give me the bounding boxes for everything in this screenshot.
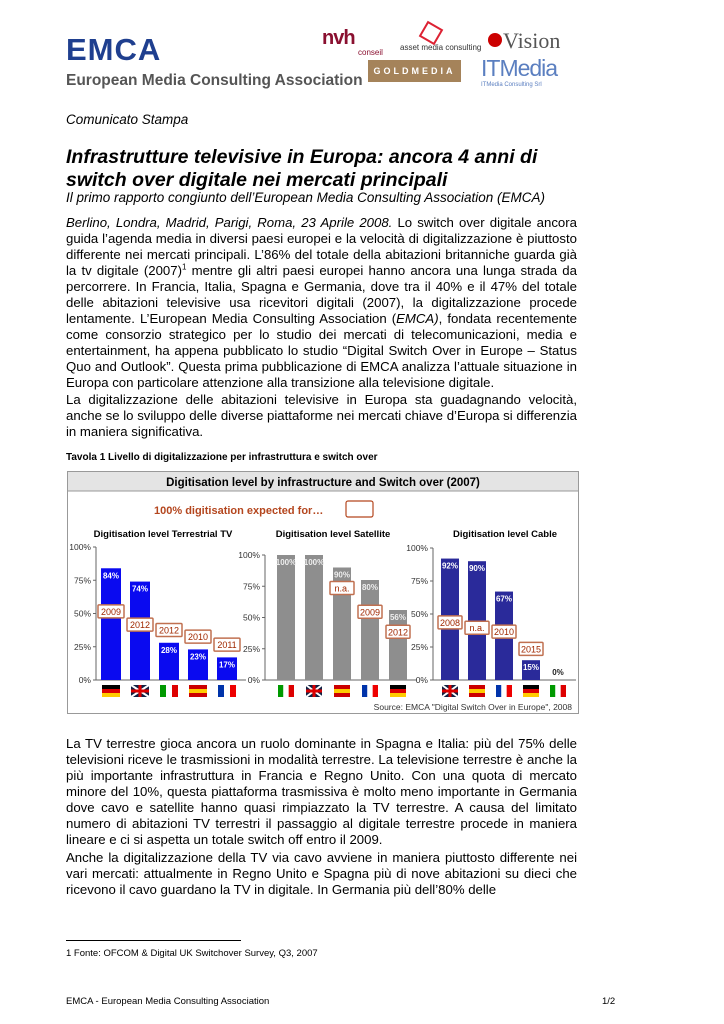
flag-germany [523,693,539,697]
bar-value-label: 56% [389,613,407,622]
flag-spain [334,689,350,693]
switch-over-year: n.a. [334,583,350,594]
y-tick-label: 25% [410,642,428,652]
switch-over-year: 2009 [359,607,381,618]
panel-title: Digitisation level Terrestrial TV [93,529,233,540]
bar-france [361,580,379,680]
bar-value-label: 15% [522,663,540,673]
flag-uk-cross [306,690,322,693]
flag-uk-cross [442,690,458,693]
switch-over-year: 2010 [187,632,209,643]
flag-france [230,685,236,697]
bar-value-label: 67% [495,594,513,604]
emca-logo-subtitle: European Media Consulting Association [66,72,363,89]
flag-spain [469,685,485,689]
y-tick-label: 50% [410,609,428,619]
y-tick-label: 50% [73,608,91,619]
p1-text-c: , fondata recentemente come consorzio strategico per lo studio dei mercati di telecomunicazioni, media e entertainment, ha appena pubblicato lo studio “Digital Switch Over in Europe – Status Quo and Outlook”. Questa prima pubblicazione di EMCA analizza l’attuale situazione in Europa con particolare attenzione alla transizione alla televisione digitale. [66,311,577,390]
footnote-ref: 1 [181,262,187,272]
bar-value-label: 84% [102,571,120,581]
y-tick-label: 50% [242,612,260,623]
p1-text-a: Lo switch over digitale ancora guida l’agenda media in diversi paesi europei e la velocità di digitalizzazione è piuttosto differente nei mercati principali. L’86% del totale della abitazioni britanniche guarda già la tv digitale (2007) [66,215,577,278]
flag-spain [334,693,350,697]
y-tick-label: 25% [73,641,91,652]
footnote: 1 Fonte: OFCOM & Digital UK Switchover Survey, Q3, 2007 [66,948,318,959]
nvh-logo-sub: conseil [358,48,383,57]
asset-media-logo: asset media consulting [400,43,482,52]
panel-title: Digitisation level Cable [453,529,557,540]
footer-left: EMCA - European Media Consulting Association [66,996,270,1007]
itmedia-logo: ITMedia [481,55,558,81]
page-subtitle: Il primo rapporto congiunto dell’European Media Consulting Association (EMCA) [66,190,545,205]
flag-france [507,685,512,697]
flag-spain [469,693,485,697]
legend-note: 100% digitisation expected for… [154,505,324,517]
flag-italy [278,685,283,697]
y-tick-label: 25% [242,643,260,654]
flag-germany [102,689,120,693]
flag-france [362,685,367,697]
bar-uk [305,555,323,680]
goldmedia-logo: GOLDMEDIA [368,60,461,82]
flag-france [501,685,506,697]
bar-value-label: 17% [218,660,236,670]
flag-spain [189,685,207,689]
flag-italy [283,685,288,697]
flag-france [373,685,378,697]
flag-italy [172,685,178,697]
bar-value-label: 28% [160,645,178,655]
y-tick-label: 75% [242,581,260,592]
y-tick-label: 100% [238,550,260,560]
y-tick-label: 100% [69,542,91,552]
flag-france [367,685,372,697]
paragraph-3: La TV terrestre gioca ancora un ruolo dominante in Spagna e Italia: più del 75% delle televisioni riceve le trasmissioni in modalità terrestre. La televisione terrestre è anche la più importante infrastruttura in Francia e Regno Unito. Con una quota di mercato minore del 10%, questa piattaforma trasmissiva è molto meno importante in Germania dove cavo e satellite hanno quasi rimpiazzato la TV terrestre. A causa del limitato numero di abitazioni TV terrestri il passaggio al digitale terrestre procede in maniera lineare e ci si aspetta un totale switch off entro il 2009. [66,736,577,847]
y-tick-label: 75% [410,576,428,586]
flag-italy [555,685,560,697]
page-number: 1/2 [602,996,616,1007]
flag-spain [189,689,207,693]
flag-italy [166,685,172,697]
itmedia-logo-sub: ITMedia Consulting Srl [481,82,542,88]
bar-value-label: 100% [303,558,325,567]
flag-germany [390,689,406,693]
flag-germany [102,685,120,689]
switch-over-year: 2012 [129,620,151,631]
flag-germany [390,685,406,689]
switch-over-year: 2015 [520,644,542,655]
flag-spain [334,685,350,689]
flag-italy [160,685,166,697]
bar-value-label: 74% [131,584,149,594]
flag-germany [390,693,406,697]
flag-france [218,685,224,697]
bar-value-label: 92% [441,561,459,571]
flag-france [496,685,501,697]
kicker: Comunicato Stampa [66,112,189,127]
calendar-legend-icon [346,501,373,517]
chart-title: Digitisation level by infrastructure and Switch over (2007) [166,477,480,489]
switch-over-year: 2012 [158,625,180,636]
table-caption: Tavola 1 Livello di digitalizzazione per infrastruttura e switch over [66,452,378,463]
document-body [66,112,577,898]
footnote-divider [66,940,241,941]
emca-logo: EMCA [66,32,162,67]
panel-title: Digitisation level Satellite [275,529,391,540]
switch-over-year: n.a. [469,623,485,634]
switch-over-year: 2010 [493,627,515,638]
switch-over-year: 2012 [387,627,409,638]
flag-italy [561,685,566,697]
switch-over-year: 2009 [100,606,122,617]
page-title: Infrastrutture televisive in Europa: ancora 4 anni di switch over digitale nei mercati principali [66,146,538,191]
switch-over-year: 2011 [217,640,237,651]
chart-source: Source: EMCA "Digital Switch Over in Europe", 2008 [373,702,572,712]
3vision-logo-text: Vision [503,28,561,53]
y-tick-label: 0% [78,675,91,685]
flag-spain [469,689,485,693]
paragraph-1 [66,215,577,391]
asset-media-logo-icon [419,21,444,46]
flag-uk-cross [131,690,149,693]
flag-germany [523,689,539,693]
paragraph-2: La digitalizzazione delle abitazioni televisive in Europa sta guadagnando velocità, anche se lo sviluppo delle diverse piattaforme nei mercati chiave d’Europa si differenzia in maniera significativa. [66,392,577,439]
nvh-logo: nvh [322,27,355,49]
p1-emca: EMCA) [396,311,439,326]
flag-france [224,685,230,697]
y-tick-label: 75% [73,575,91,586]
flag-germany [523,685,539,689]
y-tick-label: 0% [247,675,260,685]
bar-value-label: 90% [333,570,351,580]
bar-value-label: 90% [468,564,486,574]
flag-italy [550,685,555,697]
digitisation-chart [67,471,579,714]
bar-value-label: 23% [189,652,207,662]
y-tick-label: 100% [406,543,428,553]
flag-spain [189,693,207,697]
bar-value-label: 80% [361,583,379,592]
bar-value-label: 0% [552,668,564,677]
switch-over-year: 2008 [439,617,461,628]
y-tick-label: 0% [415,675,428,685]
bar-value-label: 100% [275,558,297,567]
p1-text-b: mentre gli altri paesi europei hanno ancora una lunga strada da percorrere. In Francia, Italia, Spagna e Germania, dove tra il 40% e il 47% del totale delle abitazioni televisive usa ricevitori digitali (2007), la digitalizzazione procede lentamente. L’European Media Consulting Association ( [66,263,577,326]
bar-germany [101,568,121,680]
3vision-logo [488,30,560,52]
bar-italy [277,555,295,680]
3vision-badge-icon [488,33,502,47]
flag-italy [289,685,294,697]
paragraph-4: Anche la digitalizzazione della TV via cavo avviene in maniera piuttosto differente nei vari mercati: attualmente in Regno Unito e Spagna più di nove abitazioni su dieci che ricevono il cavo guardano la TV in digitale. In Germania più dell’80% delle [66,850,577,897]
dateline: Berlino, Londra, Madrid, Parigi, Roma, 23 Aprile 2008. [66,215,393,230]
flag-germany [102,693,120,697]
